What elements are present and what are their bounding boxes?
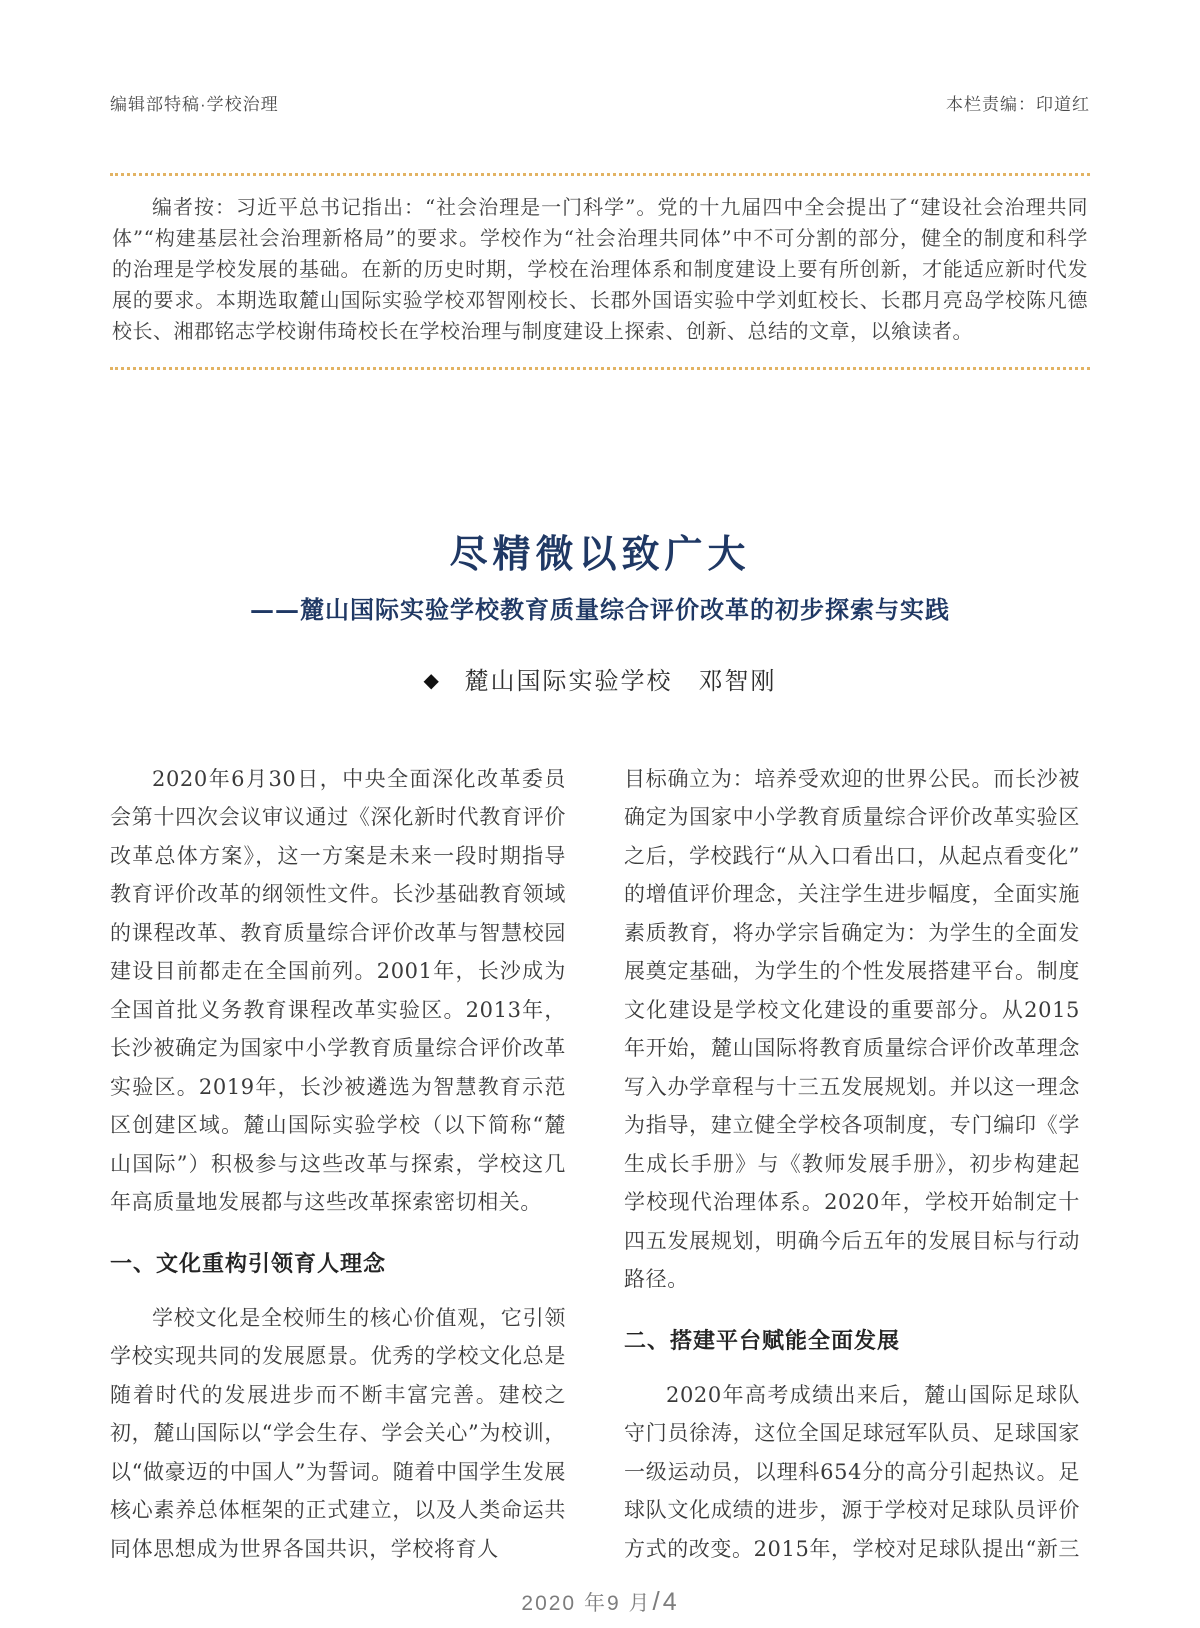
page-footer xyxy=(110,1586,1090,1617)
footer-date: 2020 年9 月 xyxy=(521,1592,652,1615)
paragraph: 学校文化是全校师生的核心价值观，它引领学校实现共同的发展愿景。优秀的学校文化总是随着时代的发展进步而不断丰富完善。建校之初，麓山国际以“学会生存、学会关心”为校训，以“做豪迈的中国人”为誓词。随着中国学生发展核心素养总体框架的正式建立，以及人类命运共同体思想成为世界各国共识，学校将育人 xyxy=(110,1305,566,1561)
paragraph: 目标确立为：培养受欢迎的世界公民。而长沙被确定为国家中小学教育质量综合评价改革实验区之后，学校践行“从入口看出口，从起点看变化”的增值评价理念，关注学生进步幅度，全面实施素质教育，将办学宗旨确定为：为学生的全面发展奠定基础，为学生的个性发展搭建平台。制度文化建设是学校文化建设的重要部分。从2015年开始，麓山国际将教育质量综合评价改革理念写入办学章程与十三五发展规划。并以这一理念为指导，建立健全学校各项制度，专门编印《学生成长手册》与《教师发展手册》，初步构建起学校现代治理体系。2020年，学校开始制定十四五发展规划，明确今后五年的发展目标与行动路径。 xyxy=(624,766,1080,1291)
article-body xyxy=(110,760,1090,1569)
running-head-right: 本栏责编：印道红 xyxy=(946,95,1090,114)
section-heading-1: 一、文化重构引领育人理念 xyxy=(110,1250,387,1276)
footer-page-number: 4 xyxy=(662,1588,679,1616)
article-title: 尽精微以致广大 xyxy=(449,531,751,576)
left-column xyxy=(110,760,566,1569)
author-line xyxy=(110,661,1090,696)
right-column xyxy=(624,760,1080,1569)
running-head xyxy=(110,0,1090,115)
footer-slash: / xyxy=(652,1586,662,1616)
running-head-left: 编辑部特稿·学校治理 xyxy=(110,95,279,114)
author-name: 麓山国际实验学校 邓智刚 xyxy=(464,666,777,695)
editor-note-text: 编者按：习近平总书记指出：“社会治理是一门科学”。党的十九届四中全会提出了“建设社会治理共同体”“构建基层社会治理新格局”的要求。学校作为“社会治理共同体”中不可分割的部分，健全的制度和科学的治理是学校发展的基础。在新的历史时期，学校在治理体系和制度建设上要有所创新，才能适应新时代发展的要求。本期选取麓山国际实验学校邓智刚校长、长郡外国语实验中学刘虹校长、长郡月亮岛学校陈凡德校长、湘郡铭志学校谢伟琦校长在学校治理与制度建设上探索、创新、总结的文章，以飨读者。 xyxy=(112,195,1088,343)
diamond-icon: ◆ xyxy=(423,667,441,692)
title-block xyxy=(110,530,1090,625)
editor-note-box xyxy=(110,173,1090,370)
paragraph: 2020年高考成绩出来后，麓山国际足球队守门员徐涛，这位全国足球冠军队员、足球国家一级运动员，以理科654分的高分引起热议。足球队文化成绩的进步，源于学校对足球队员评价方式的改变。2015年，学校对足球队提出“新三 xyxy=(624,1382,1080,1561)
section-heading-2: 二、搭建平台赋能全面发展 xyxy=(624,1327,901,1353)
article-subtitle: ——麓山国际实验学校教育质量综合评价改革的初步探索与实践 xyxy=(250,594,950,624)
paragraph: 2020年6月30日，中央全面深化改革委员会第十四次会议审议通过《深化新时代教育评价改革总体方案》，这一方案是未来一段时期指导教育评价改革的纲领性文件。长沙基础教育领域的课程改革、教育质量综合评价改革与智慧校园建设目前都走在全国前列。2001年，长沙成为全国首批义务教育课程改革实验区。2013年，长沙被确定为国家中小学教育质量综合评价改革实验区。2019年，长沙被遴选为智慧教育示范区创建区域。麓山国际实验学校（以下简称“麓山国际”）积极参与这些改革与探索，学校这几年高质量地发展都与这些改革探索密切相关。 xyxy=(110,766,566,1214)
